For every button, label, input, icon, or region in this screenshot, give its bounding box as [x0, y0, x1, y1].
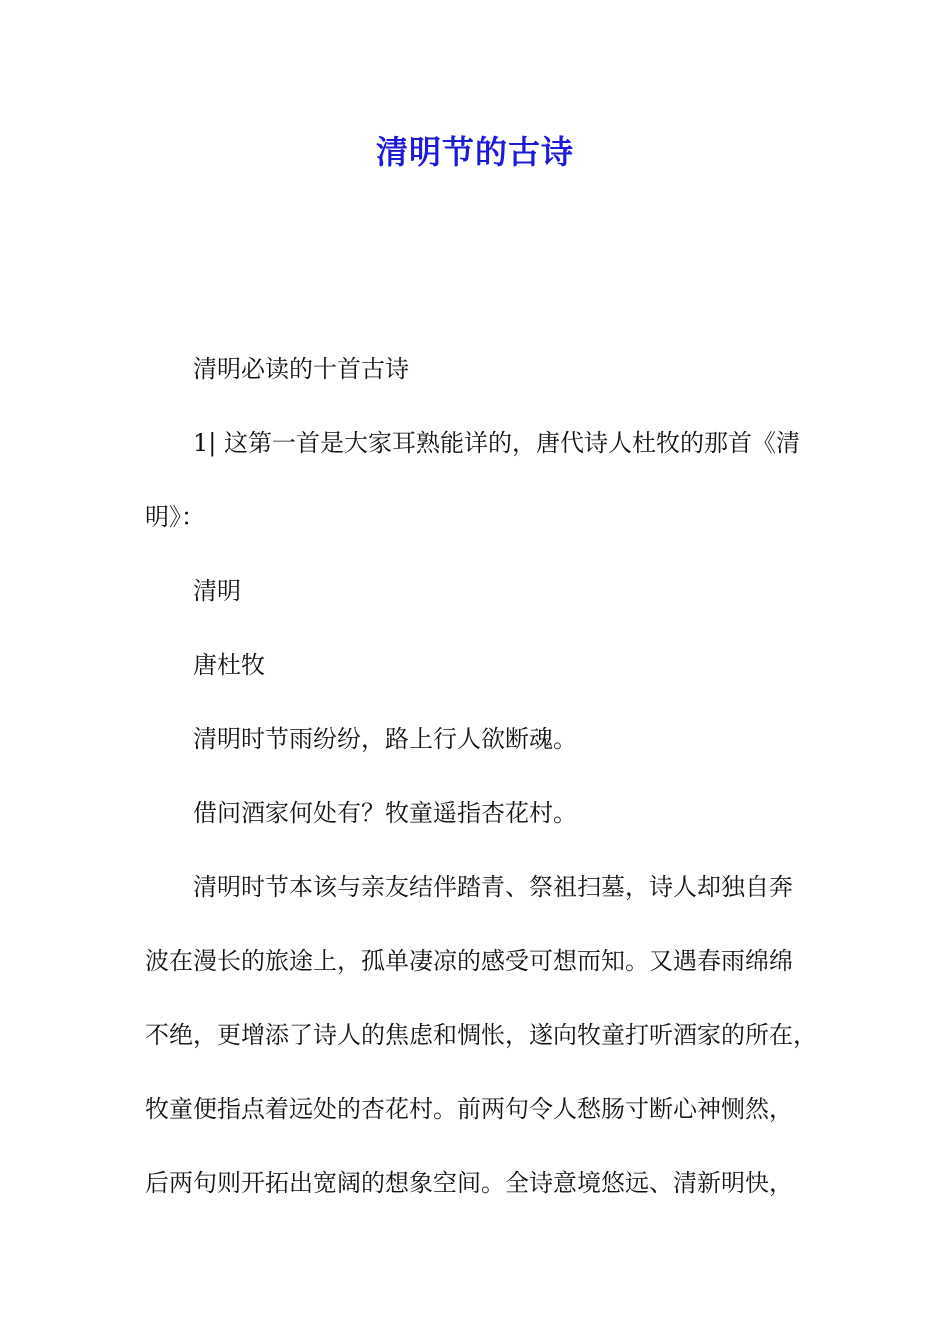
paragraph-line: 清明时节本该与亲友结伴踏青、祭祖扫墓，诗人却独自奔 [193, 873, 793, 901]
paragraph-line: 后两句则开拓出宽阔的想象空间。全诗意境悠远、清新明快， [145, 1169, 793, 1197]
document-body [145, 332, 817, 1220]
poem-verse: 借问酒家何处有？牧童遥指杏花村。 [193, 799, 577, 827]
paragraph-line: 不绝，更增添了诗人的焦虑和惆怅，遂向牧童打听酒家的所在， [145, 1021, 817, 1049]
paragraph-line: 1| 这第一首是大家耳熟能详的，唐代诗人杜牧的那首《清 [193, 429, 800, 457]
paragraph-line: 牧童便指点着远处的杏花村。前两句令人愁肠寸断心神恻然， [145, 1095, 793, 1123]
poem-title: 清明 [193, 577, 241, 605]
poem-verse: 清明时节雨纷纷，路上行人欲断魂。 [193, 725, 577, 753]
paragraph-line: 明》： [145, 503, 205, 531]
paragraph-line: 清明必读的十首古诗 [193, 355, 409, 383]
poem-author: 唐杜牧 [193, 651, 265, 679]
document-title: 清明节的古诗 [375, 133, 574, 171]
paragraph-line: 波在漫长的旅途上，孤单凄凉的感受可想而知。又遇春雨绵绵 [145, 947, 793, 975]
